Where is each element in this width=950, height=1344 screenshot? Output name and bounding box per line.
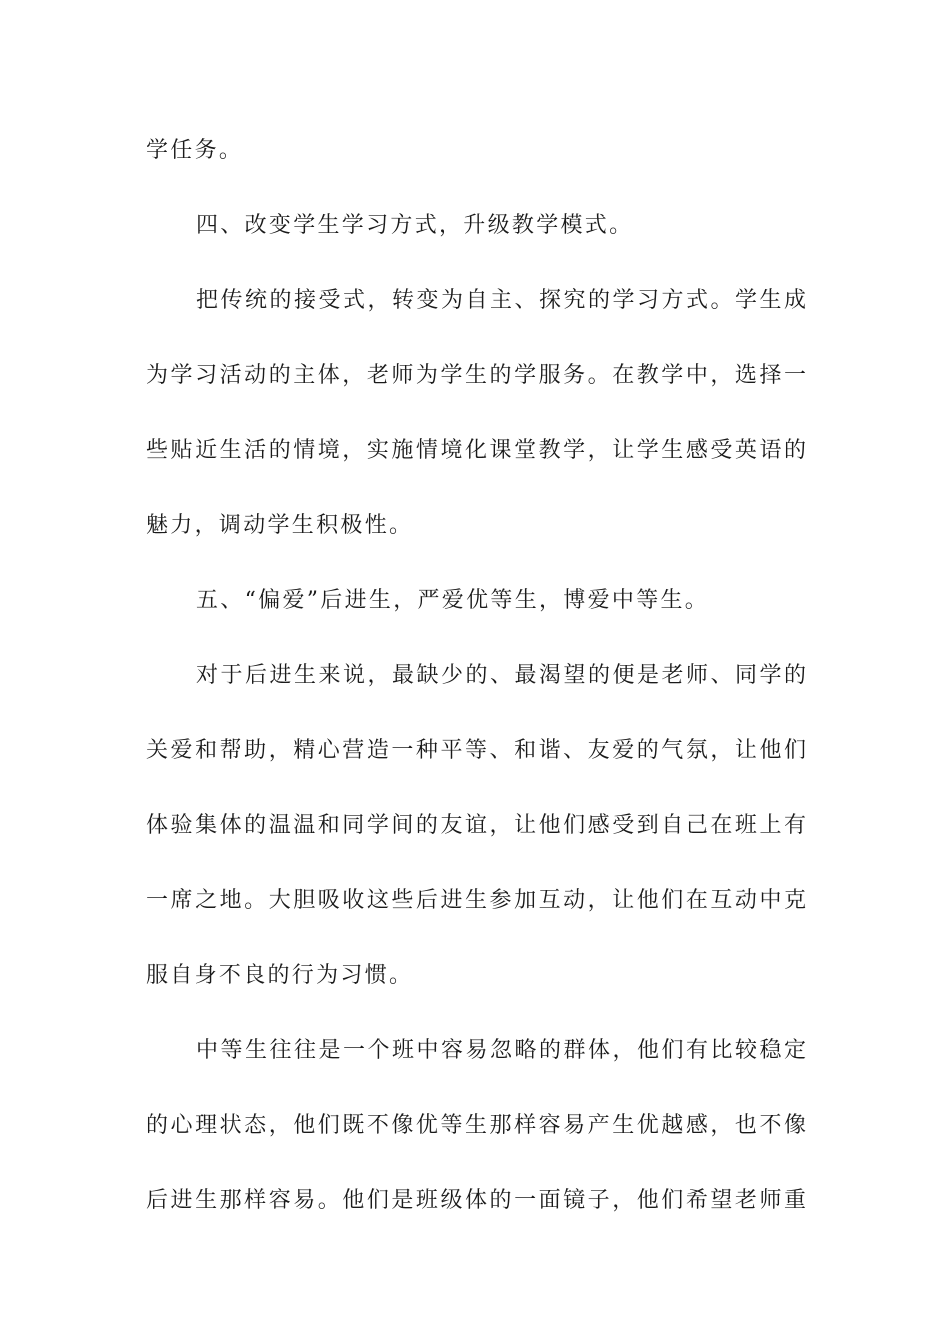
text-line: 的心理状态，他们既不像优等生那样容易产生优越感，也不像	[146, 1113, 806, 1138]
text-line: 后进生那样容易。他们是班级体的一面镜子，他们希望老师重	[146, 1188, 806, 1213]
text-line: 些贴近生活的情境，实施情境化课堂教学，让学生感受英语的	[146, 438, 806, 463]
text-line: 服自身不良的行为习惯。	[146, 963, 414, 988]
text-line: 把传统的接受式，转变为自主、探究的学习方式。学生成	[196, 288, 806, 313]
text-line: 为学习活动的主体，老师为学生的学服务。在教学中，选择一	[146, 363, 806, 388]
text-line: 一席之地。大胆吸收这些后进生参加互动，让他们在互动中克	[146, 888, 806, 913]
text-line: 关爱和帮助，精心营造一种平等、和谐、友爱的气氛，让他们	[146, 738, 806, 763]
section-heading: 五、“偏爱”后进生，严爱优等生，博爱中等生。	[196, 588, 710, 613]
text-line: 学任务。	[146, 138, 244, 163]
section-heading: 四、改变学生学习方式，升级教学模式。	[196, 213, 634, 238]
text-line: 体验集体的温温和同学间的友谊，让他们感受到自己在班上有	[146, 813, 806, 838]
text-line: 魅力，调动学生积极性。	[146, 513, 414, 538]
text-line: 对于后进生来说，最缺少的、最渴望的便是老师、同学的	[196, 663, 806, 688]
text-line: 中等生往往是一个班中容易忽略的群体，他们有比较稳定	[196, 1038, 806, 1063]
